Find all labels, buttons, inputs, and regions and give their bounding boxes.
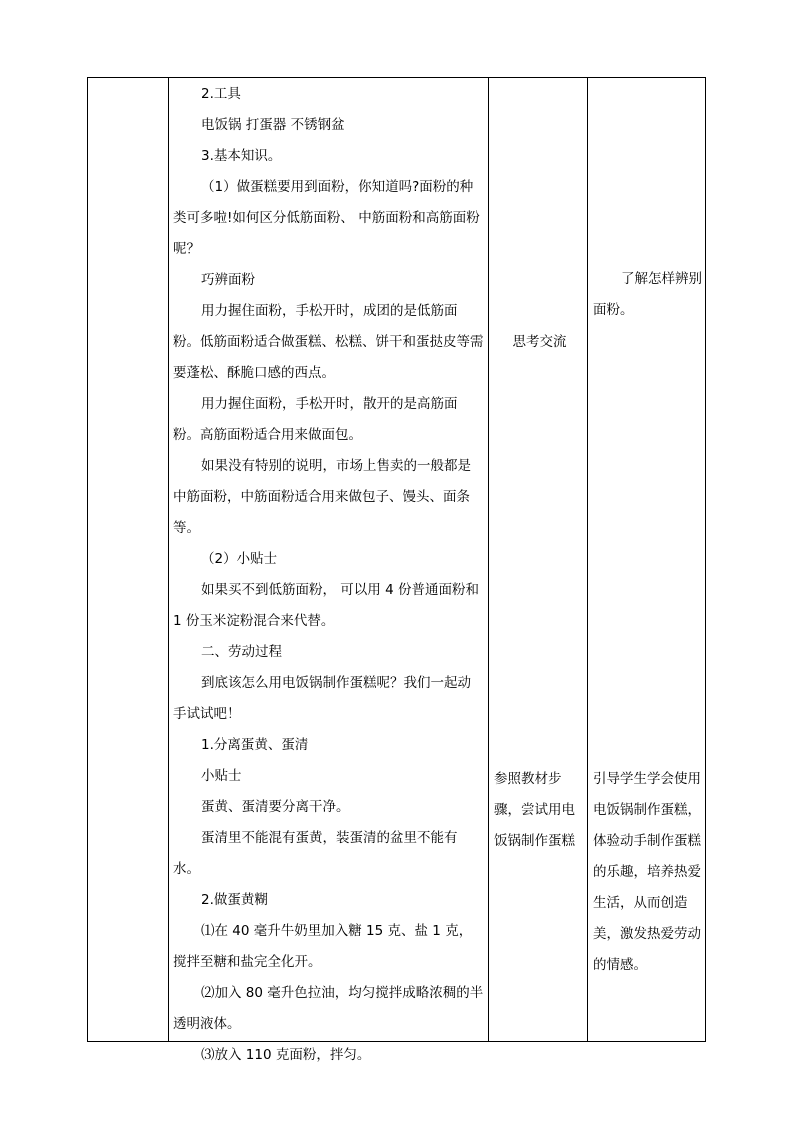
paragraph: 二、劳动过程 <box>201 644 282 660</box>
goal-flour: 了解怎样辨别面粉。 <box>593 271 702 318</box>
activity-steps: 参照教材步骤，尝试用电饭锅制作蛋糕 <box>494 771 575 849</box>
paragraph: 用力握住面粉，手松开时，散开的是高筋面粉。高筋面粉适合用来做面包。 <box>173 396 458 443</box>
paragraph: ⑴在 40 毫升牛奶里加入糖 15 克、盐 1 克，搅拌至糖和盐完全化开。 <box>173 923 473 970</box>
student-activity-column <box>488 78 587 1041</box>
paragraph: 蛋黄、蛋清要分离干净。 <box>201 799 350 815</box>
paragraph: 2.工具 <box>201 86 241 102</box>
paragraph: 到底该怎么用电饭锅制作蛋糕呢？我们一起动手试试吧！ <box>173 675 471 722</box>
design-intent-column <box>587 78 705 1041</box>
paragraph: ⑶放入 110 克面粉，拌匀。 <box>201 1047 371 1063</box>
paragraph: 1.分离蛋黄、蛋清 <box>201 737 309 753</box>
paragraph: 2.做蛋黄糊 <box>201 892 268 908</box>
paragraph: ⑵加入 80 毫升色拉油，均匀搅拌成略浓稠的半透明液体。 <box>173 985 484 1032</box>
lesson-table <box>87 77 706 1063</box>
content-column <box>168 78 488 1063</box>
empty-first-column <box>88 78 168 1041</box>
paragraph: （1）做蛋糕要用到面粉，你知道吗?面粉的种类可多啦!如何区分低筋面粉、 中筋面粉和高筋面粉呢？ <box>173 179 480 257</box>
paragraph: 3.基本知识。 <box>201 148 282 164</box>
paragraph: 电饭锅 打蛋器 不锈钢盆 <box>201 117 345 133</box>
activity-think: 思考交流 <box>512 334 567 350</box>
paragraph: 如果买不到低筋面粉， 可以用 4 份普通面粉和 1 份玉米淀粉混合来代替。 <box>173 582 479 629</box>
paragraph: 用力握住面粉，手松开时，成团的是低筋面粉。低筋面粉适合做蛋糕、松糕、饼干和蛋挞皮等需要蓬松、酥脆口感的西点。 <box>173 303 484 381</box>
goal-cake: 引导学生学会使用电饭锅制作蛋糕，体验动手制作蛋糕的乐趣，培养热爱生活，从而创造美，激发热爱劳动的情感。 <box>593 771 701 973</box>
paragraph: 小贴士 <box>201 768 242 784</box>
paragraph: 巧辨面粉 <box>201 272 255 288</box>
paragraph: 蛋清里不能混有蛋黄，装蛋清的盆里不能有水。 <box>173 830 458 877</box>
paragraph: 如果没有特别的说明，市场上售卖的一般都是中筋面粉，中筋面粉适合用来做包子、馒头、面条等。 <box>173 458 471 536</box>
paragraph: （2）小贴士 <box>201 551 278 567</box>
